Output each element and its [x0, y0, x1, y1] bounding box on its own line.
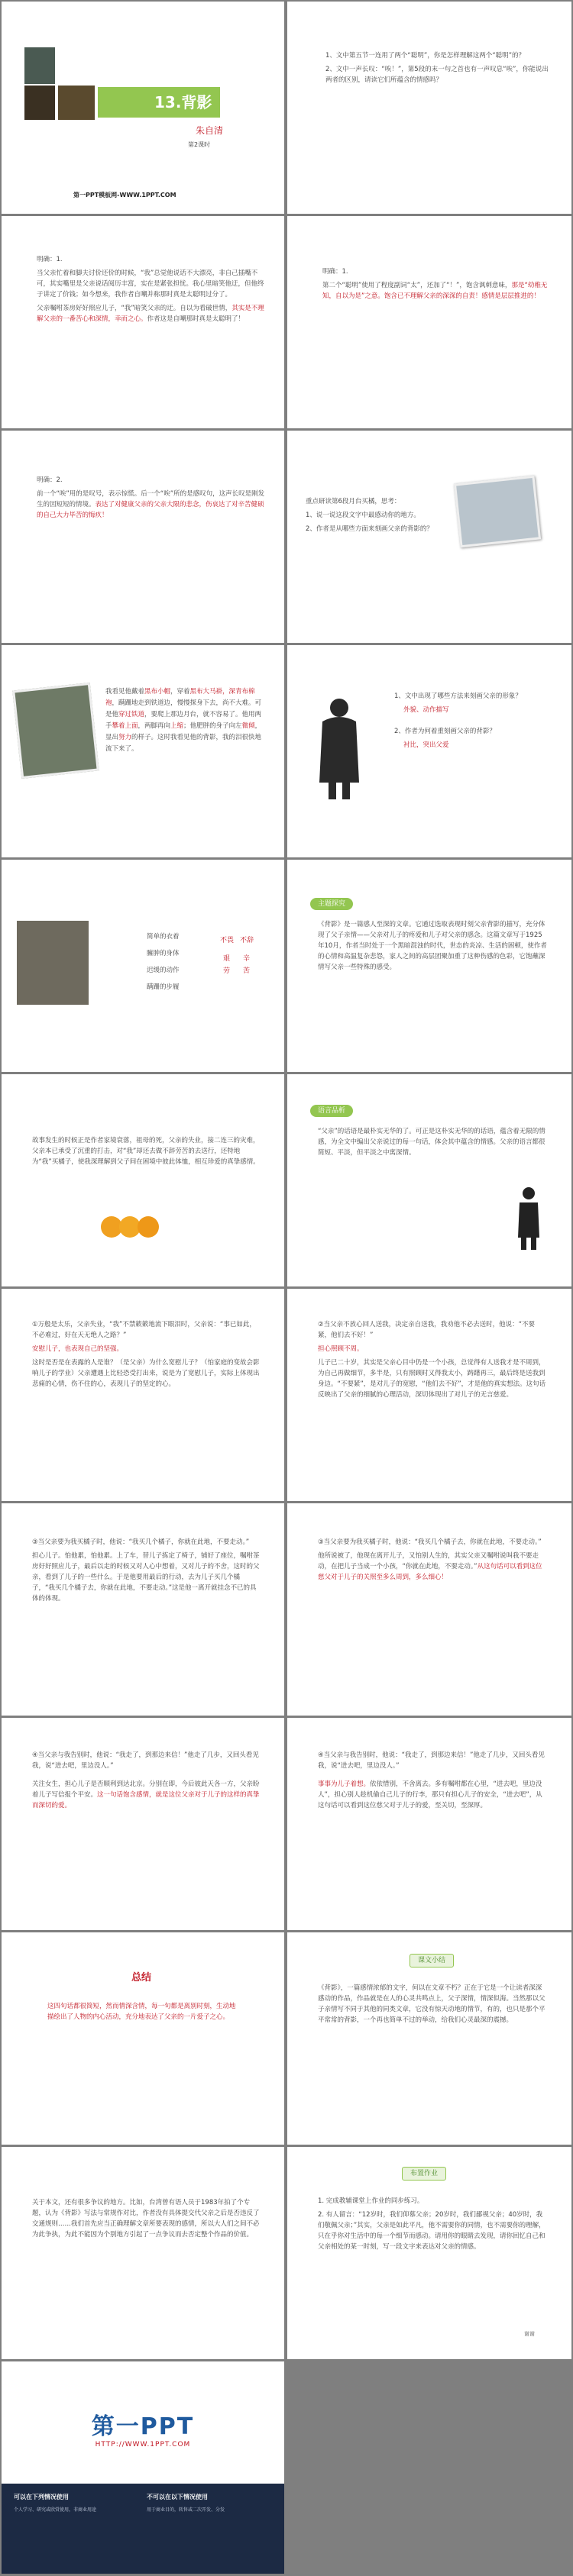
brand-right-title: 不可以在以下情况使用: [147, 2494, 208, 2500]
slide-a1: [2, 1289, 284, 1501]
a1-p2: 这时是否是在表露的人是谁？（是父亲）为什么宽慰儿子？（怕家庭的变故会影响儿子的学业）父亲遭遇上比轻恐受打出来，说是为了宽慰儿子，实际上体现出悲痛的心情，伤不住的心，表现儿子的坚定的心。: [32, 1359, 260, 1388]
a5-p2a: 关注女生，担心儿子是否顺利到达北京。分别在即，今后彼此天各一方，父亲盼着儿子写信报个平安。: [32, 1780, 260, 1799]
ming5-r1: 黑布小帽: [144, 688, 171, 696]
poem-l2: 臃肿的身体: [147, 950, 180, 957]
slide-ming6: [287, 645, 571, 857]
poem-l4: 蹒跚的步履: [147, 983, 180, 991]
cover-title: 13.背影: [154, 93, 212, 111]
ming6-a2: 衬比，突出父爱: [403, 741, 449, 749]
a2-red: 担心照顾不周。: [318, 1345, 364, 1353]
cover-photo-1: [24, 47, 55, 84]
slide-poem: [2, 860, 284, 1072]
ming5-b: ，穿着: [170, 688, 190, 696]
slide-xiaojie: [287, 1932, 571, 2145]
a4-red: 从这句话可以看到这位慈父对于儿子的关照至多么周到，多么细心！: [318, 1563, 542, 1581]
a5-p1: ④当父亲与我告别时，他说：“我走了，到那边来信！”他走了几步，又回头看见我，说“进去吧，里边没人。”: [32, 1751, 259, 1770]
poem-v3: 艰: [223, 955, 231, 963]
brand-right-line: 用于商业目的，转售或二次开发、分发: [147, 2507, 225, 2513]
slide-ming5: [2, 645, 284, 857]
oranges-illustration: [99, 1209, 160, 1239]
brand-left-line: 个人学习、研究或欣赏使用，非商业用途: [14, 2507, 97, 2513]
ming5-r4: 攀着上面: [112, 722, 138, 730]
father-back-icon: [513, 1184, 544, 1253]
poem-v6: 苦: [243, 967, 251, 975]
ming6-q1: 1、文中出现了哪些方法来刻画父亲的形象？: [394, 692, 522, 700]
slide-a4: [287, 1503, 571, 1716]
ming5-g: ，显出: [105, 722, 262, 741]
slide-empty: [287, 2361, 571, 2574]
a1-p1: ①万般是太乐，父亲失业，“我”不禁簌簌地流下眼泪时，父亲说：“事已如此，不必难过，好在天无绝人之路？”: [32, 1321, 256, 1339]
poem-v1: 不畏: [220, 937, 235, 944]
poem-v4: 辛: [243, 955, 251, 963]
brand-left-title: 可以在下列情况使用: [14, 2494, 69, 2500]
slide-further: [2, 2147, 284, 2359]
question-1: 1、文中第五节一连用了两个“聪明”，你是怎样理解这两个“聪明”的？: [325, 52, 526, 60]
a4-p2a: 他所说被了，他现在离开儿子，又怕别人生的，其实父亲又嘱咐说叫我不要走动，在把儿子当成一个小孩，“你就在此地，不要走动。”: [318, 1552, 539, 1570]
ming2-p1a: 第二个“聪明”使用了程度副词“太”，还加了“！”，饱含讽刺意味，: [322, 282, 512, 289]
homework-tag: 布置作业: [402, 2167, 446, 2181]
station-illustration: [454, 476, 541, 548]
ming5-f: ；他肥胖的身子向左: [183, 722, 242, 730]
slide-ming2: [287, 216, 571, 428]
a1-red: 安慰儿子，也表现自己的坚强。: [32, 1345, 124, 1353]
slide-ming3: [2, 431, 284, 643]
a6-p2: 依依惜别，不舍离去。多有嘱咐都在心里，“进去吧，里边没人”，担心别人趁机偷自己儿子的行李，那只有担心儿子的安全，“进去吧”，从这句话可以看到这位慈父对于儿子的爱，至关切，至深厚。: [318, 1780, 542, 1809]
ming5-a: 我看见他戴着: [105, 688, 145, 696]
ming5-r5: 上缩: [170, 722, 184, 730]
xiaojie-body: 《背影》，一篇感情浓郁的文字，何以在文章不朽？正在于它是一个让读者深深感动的作品，作品就是在人的心灵共鸣点上，父子深情，情深似海。当然那以父子亲情写不同于其他的同类文章，它没有惊天动地的情节，有的，也只是那个平平常常的背影，一个再也简单不过的举动，给我们心灵最深的震撼。: [318, 1984, 545, 2024]
a2-p1: ②当父亲不放心回人送我，决定亲自送我，我劝他不必去送时，他说：“不要紧，他们去不好！”: [318, 1321, 536, 1339]
homework-l2: 2. 有人留言：“12岁时，我们仰慕父亲；20岁时，我们鄙视父亲；40岁时，我们敬佩父亲；”其实，父亲是如此平凡，他不需要你的同情，也不需要你的理解，只在乎你对生活中的每一个细节而感动。请用你的眼睛去发现，请你回忆自己和父亲相处的某一时刻，写一段文字来表达对父亲的情感。: [318, 2211, 545, 2251]
cover-site: 第一PPT模板网-WWW.1PPT.COM: [73, 192, 176, 199]
father-sketch: [309, 691, 370, 805]
slide-ming4: [287, 431, 571, 643]
platform-photo: [12, 683, 99, 779]
ming3-p1a: 前一个“唉”用的是叹号，表示惊慌。后一个“唉”所的是感叹句，这声长叹是刚发生的因短短的情境。: [37, 490, 265, 508]
a6-red: 事事为儿子着想。: [318, 1780, 371, 1788]
ming1-head: 明确：1.: [37, 256, 63, 263]
slide-lang: [287, 1074, 571, 1286]
theme-tag: 主题探究: [310, 898, 353, 910]
further-body: 关于本文，还有很多争议的地方。比如，台湾曾有语人员于1983年拍了个专题，认为《背影》写法与常规作对比，作者没有具体提交代父亲之后是否违反了交通规则……我们首先应当正确理解文章所要表现的感情，所以大人们之间不必为此争执，为此不能因为个别地方引起了一点争议而去否定整个作品的价值。: [32, 2199, 260, 2239]
cover-author: 朱自清: [196, 125, 224, 136]
slide-summary: [2, 1932, 284, 2145]
slide-a6: [287, 1718, 571, 1930]
ming1-p2red: 其实是不理解父亲的一番苦心和深情，幸而之心。: [37, 305, 264, 323]
ming1-p2a: 父亲嘱咐茶房好好照应儿子，“我”暗笑父亲的迂。自以为看破世情，: [37, 305, 232, 312]
cover-photo-2: [24, 86, 55, 120]
ming4-intro: 重点研读第6段月台买橘，思考：: [306, 498, 401, 505]
ming5-r3: 穿过铁道: [118, 711, 145, 718]
a2-p2: 儿子已二十岁，其实是父亲心目中仍是一个小孩，总觉得有人送我才是不周到，为自己再做细节，多半是，只有照顾时又得我太小，踌躇再三，最后终是送我到身边。“不要紧”，是对儿子的宽慰，“他们去不好”，才是他的真实想法。这句话反映出了父亲的细腻的心理活动，深切体现出了对儿子的无言慈爱。: [318, 1359, 546, 1399]
ming6-q2: 2、作者为何着重刻画父亲的背影？: [394, 728, 496, 735]
ming1-p2b: 作者这是自嘲那时真是太聪明了！: [147, 315, 245, 323]
ming5-e: ，两脚再向: [138, 722, 171, 730]
a6-p1: ④当父亲与我告别时，他说：“我走了，到那边来信！”他走了几步，又回头看见我，说“进去吧，里边没人。”: [318, 1751, 545, 1770]
ming5-d: ，要爬上那边月台，就不容易了。他用两手: [105, 711, 262, 730]
poem-v2: 不辞: [240, 937, 254, 944]
slide-homework: [287, 2147, 571, 2359]
xiaojie-tag: 课文小结: [410, 1954, 454, 1968]
slide-theme: [287, 860, 571, 1072]
ming5-h: 的样子。这时我看见他的背影，我的泪很快地流下来了。: [105, 734, 262, 753]
ming1-p1: 当父亲忙着和脚夫讨价还价的时候，“我”总觉他说话不大漂亮，非自己插嘴不可，其实嘴里是父亲说话阅历丰富，实在是紧张担忧。我心里暗笑他迂，但他终于讲定了价钱；如今想来，我作者自嘲并称那时真是太聪明过分了。: [37, 270, 264, 299]
poem-v5: 劳: [223, 967, 231, 975]
a5-red: 这一句话饱含感情，就是这位父亲对于儿子的这样的真挚而深切的爱。: [32, 1791, 260, 1809]
poem-l1: 简单的衣着: [147, 933, 180, 941]
slide-cover: [2, 2, 284, 214]
summary-title: 总结: [131, 1972, 152, 1984]
brand-logo: 第一PPT: [91, 2413, 195, 2440]
question-2: 2、文中一声长叹：“唉！”，第5段的末一句之首也有一声叹息“唉”，你能说出两者的区别，请读它们所蕴含的情感吗？: [325, 66, 549, 84]
footer-note: 谢谢: [524, 2331, 535, 2337]
ming6-a1: 外貌、动作描写: [403, 706, 449, 714]
ming3-head: 明确：2.: [37, 476, 63, 484]
slide-a2: [287, 1289, 571, 1501]
slide-a3: [2, 1503, 284, 1716]
ming5-r7: 努力: [118, 734, 132, 741]
lang-tag: 语言品析: [310, 1105, 353, 1117]
brand-url: HTTP://WWW.1PPT.COM: [95, 2441, 191, 2448]
lang-body: “父亲”的话语是最朴实无华的了。可正是这朴实无华的的话语，蕴含着无限的情感，为全文中编出父亲说过的每一句话，体会其中蕴含的情感。父亲的语言都很简短、平淡，但平淡之中寓深情。: [318, 1128, 545, 1157]
a3-p2: 担心儿子。怕他累，怕他累。上了车，替儿子拣定了椅子，铺好了座位，嘱咐茶房好好照应儿子，最后以走的时候又对人心中想着，又对儿子的不舍，这时的父亲，看到了儿子的一些什么。于是他要用最后的行动，去为儿子买几个橘子，“我买几个橘子去，你就在此地，不要走动。”这是他一离开就挂念不已的具体的体现。: [32, 1552, 260, 1603]
ming5-r2: 黑布大马褂，深青布棉袍: [105, 688, 255, 707]
cover-grade: 第2课时: [188, 141, 211, 148]
cover-photo-3: [58, 86, 95, 120]
ming2-p1red: 那是“幼稚无知，自以为是”之意。饱含已不理解父亲的深深的自责！感情是层层推进的！: [322, 282, 548, 300]
summary-body: 这四句话都很简短，然而情深含情，每一句都是离别时刻，生动地描绘出了人物的内心活动，充分地表达了父亲的一片爱子之心。: [47, 2003, 236, 2021]
ming5-c: ，蹒跚地走到铁道边，慢慢探身下去，尚不大难。可是他: [105, 699, 262, 718]
a4-p1: ③当父亲要为我买橘子时，他说：“我买几个橘子去，你就在此地，不要走动。”: [318, 1538, 542, 1546]
ming2-head: 明确：1.: [322, 268, 348, 276]
father-portrait: [17, 921, 89, 1005]
ming3-p1red: 表达了对健康父亲的父亲大限的悲念，伤哀达了对辛苦健硕的自己大力毕苦的悔疚！: [37, 501, 264, 519]
a3-p1: ③当父亲要为我买橘子时，他说：“我买几个橘子，你就在此地，不要走动。”: [32, 1538, 250, 1546]
ming4-q1: 1、说一说这段文字中最感动你的地方。: [306, 512, 420, 519]
slide-ming1: [2, 216, 284, 428]
slide-story: [2, 1074, 284, 1286]
ming4-q2: 2、作者是从哪些方面来刻画父亲的背影的？: [306, 525, 433, 533]
homework-l1: 1. 完成教辅课堂上作业的同步练习。: [318, 2197, 424, 2205]
ming5-r6: 微倾: [241, 722, 255, 730]
slide-questions: [287, 2, 571, 214]
slide-a5: [2, 1718, 284, 1930]
slide-brand: [2, 2361, 284, 2574]
story-body: 故事发生的时候正是作者家境衰落，祖母的死，父亲的失业，接二连三的灾难，父亲本已承受了沉重的打击，对“我”却还去做不辞劳苦的去送行，还特地为“我”买橘子，使我深理解到父子间在困境中彼此体恤，相互珍爱的真挚感情。: [32, 1137, 260, 1166]
poem-l3: 迟缓的动作: [147, 967, 180, 974]
theme-body: 《背影》是一篇感人至深的文章。它通过选取表现时刻父亲背影的描写，充分体现了父子亲情——父亲对儿子的疼爱和儿子对父亲的感念。这篇文章写于1925年10月，作者当时处于一个黑暗混浊的时代，世态的炎凉、生活的困顿，使作者的心情和高温复杂悲怨，家人之间的高层团聚加重了这种伤感的色彩，它饱蘸深情写父亲一些特殊的感受。: [318, 921, 547, 971]
